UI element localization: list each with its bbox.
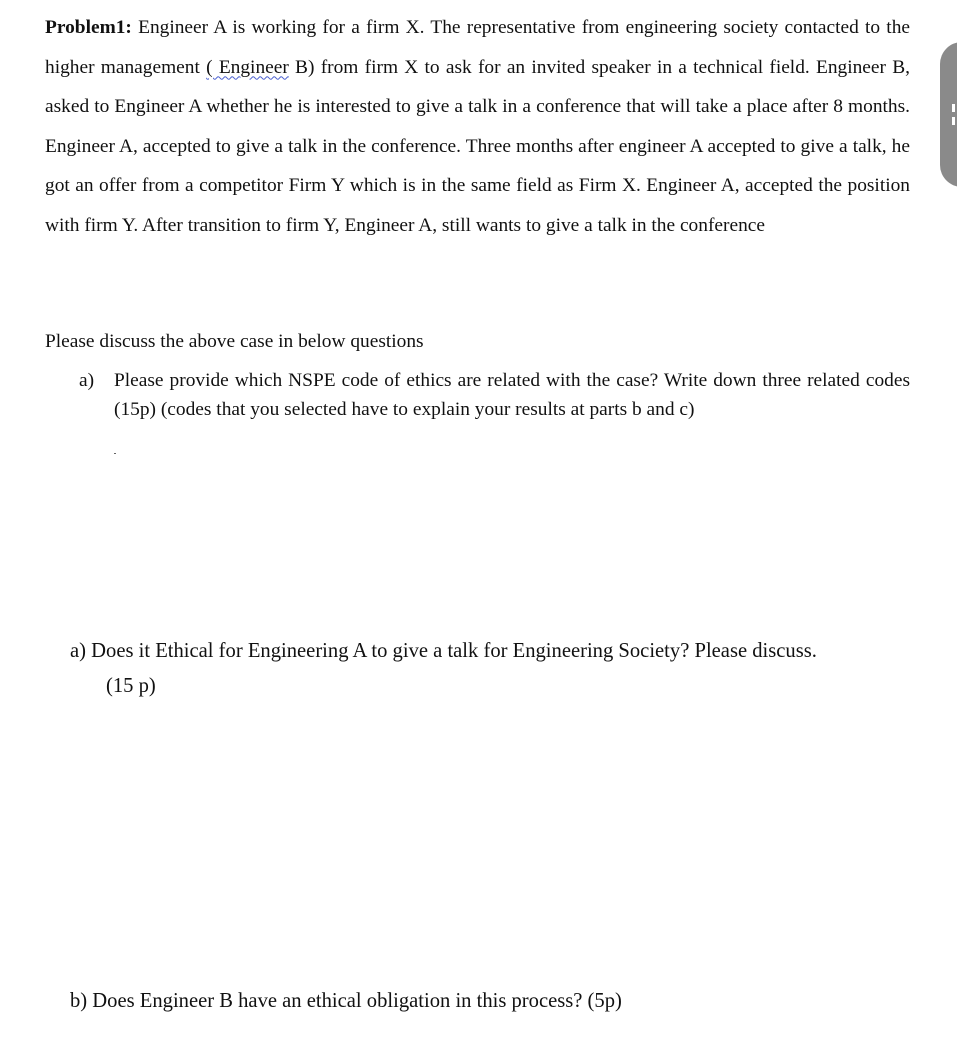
grip-icon bbox=[952, 117, 955, 125]
question-ethical-talk bbox=[70, 634, 955, 704]
question-line: a) Does it Ethical for Engineering A to give a talk for Engineering Society? Please discuss. bbox=[70, 640, 817, 662]
question-engineer-b-obligation: b) Does Engineer B have an ethical obligation in this process? (5p) bbox=[70, 990, 622, 1012]
question-nspe-codes bbox=[79, 367, 910, 424]
problem-label: Problem1: bbox=[45, 17, 132, 38]
problem-text-part2: B) from firm X to ask for an invited speaker in a technical field. Engineer B, asked to Engineer A whether he is interested to give a talk in a conference that will take a place after 8 months. Engineer A, accepted to give a talk in the conference. Three months after engineer A accepted to give a talk, he got an offer from a competitor Firm Y which is in the same field as Firm X. Engineer A, accepted the position with firm Y. After transition to firm Y, Engineer A, still wants to give a talk in the conference bbox=[45, 56, 911, 236]
problem-statement bbox=[45, 8, 910, 246]
problem-text-part1: Engineer A is working for a firm X. The representative from engineering society contacted to the higher management bbox=[45, 17, 910, 78]
question-marker: a) bbox=[79, 370, 95, 391]
question-text: Please provide which NSPE code of ethics are related with the case? Write down three related codes (15p) (codes that you selected have to explain your results at parts b and c) bbox=[114, 370, 910, 420]
stray-mark bbox=[114, 453, 116, 454]
grip-icon bbox=[952, 104, 955, 112]
question-points: (15 p) bbox=[106, 675, 156, 697]
side-panel-tab[interactable] bbox=[940, 42, 957, 187]
discussion-intro: Please discuss the above case in below questions bbox=[45, 331, 424, 352]
spellcheck-flagged-word[interactable]: ( Engineer bbox=[206, 56, 289, 78]
